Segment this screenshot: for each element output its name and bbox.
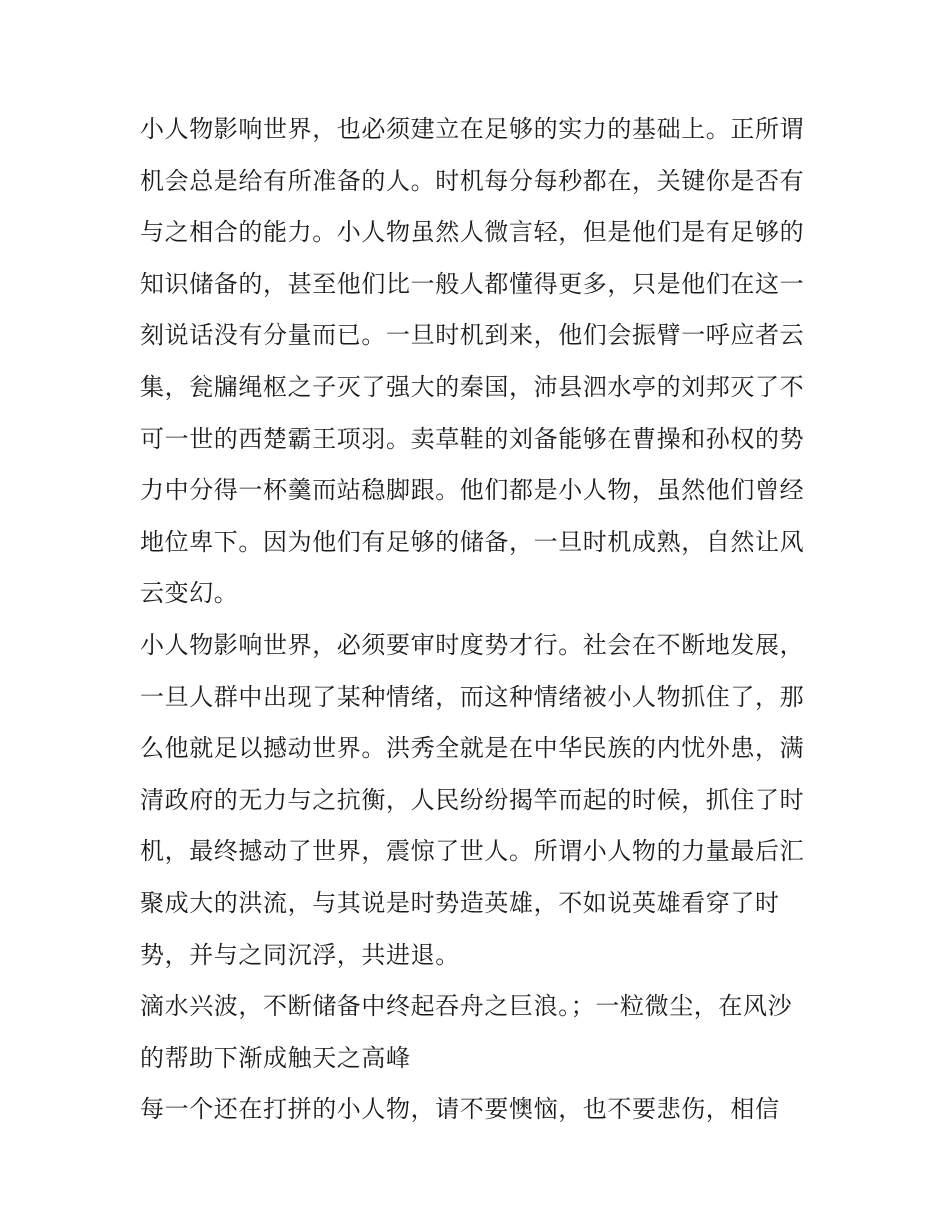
paragraph-1-line-10: 云变幻。 <box>140 579 239 608</box>
paragraph-4 <box>140 1084 810 1136</box>
paragraph-4-line-1: 每一个还在打拼的小人物，请不要懊恼，也不要悲伤，相信 <box>140 1095 780 1124</box>
paragraph-2-line-7: 势，并与之同沉浮，共进退。 <box>140 940 460 969</box>
paragraph-3 <box>140 981 810 1084</box>
paragraph-1-line-6: 集，瓮牖绳枢之子灭了强大的秦国，沛县泗水亭的刘邦灭了不 <box>140 372 805 401</box>
paragraph-2-line-6: 聚成大的洪流，与其说是时势造英雄，不如说英雄看穿了时 <box>140 888 780 917</box>
paragraph-1-line-7: 可一世的西楚霸王项羽。卖草鞋的刘备能够在曹操和孙权的势 <box>140 424 805 453</box>
paragraph-2-line-4: 清政府的无力与之抗衡，人民纷纷揭竿而起的时候，抓住了时 <box>140 785 805 814</box>
paragraph-1-line-2: 机会总是给有所准备的人。时机每分每秒都在，关键你是否有 <box>140 166 805 195</box>
paragraph-3-line-2: 的帮助下渐成触天之高峰 <box>140 1043 411 1072</box>
document-body <box>140 104 810 1136</box>
paragraph-2-line-1: 小人物影响世界，必须要审时度势才行。社会在不断地发展， <box>140 630 805 659</box>
paragraph-2-line-5: 机，最终撼动了世界，震惊了世人。所谓小人物的力量最后汇 <box>140 837 805 866</box>
paragraph-2 <box>140 620 810 981</box>
paragraph-2-line-2: 一旦人群中出现了某种情绪，而这种情绪被小人物抓住了，那 <box>140 682 805 711</box>
paragraph-1-line-5: 刻说话没有分量而已。一旦时机到来，他们会振臂一呼应者云 <box>140 321 805 350</box>
paragraph-1-line-4: 知识储备的，甚至他们比一般人都懂得更多，只是他们在这一 <box>140 269 805 298</box>
paragraph-1-line-9: 地位卑下。因为他们有足够的储备，一旦时机成熟，自然让风 <box>140 527 805 556</box>
paragraph-1-line-3: 与之相合的能力。小人物虽然人微言轻，但是他们是有足够的 <box>140 218 805 247</box>
paragraph-1-line-1: 小人物影响世界，也必须建立在足够的实力的基础上。正所谓 <box>140 115 805 143</box>
paragraph-1-line-8: 力中分得一杯羹而站稳脚跟。他们都是小人物，虽然他们曾经 <box>140 476 805 505</box>
paragraph-3-line-1: 滴水兴波，不断储备中终起吞舟之巨浪。；一粒微尘，在风沙 <box>140 992 793 1021</box>
paragraph-2-line-3: 么他就足以撼动世界。洪秀全就是在中华民族的内忧外患，满 <box>140 734 805 763</box>
paragraph-1 <box>140 104 810 620</box>
